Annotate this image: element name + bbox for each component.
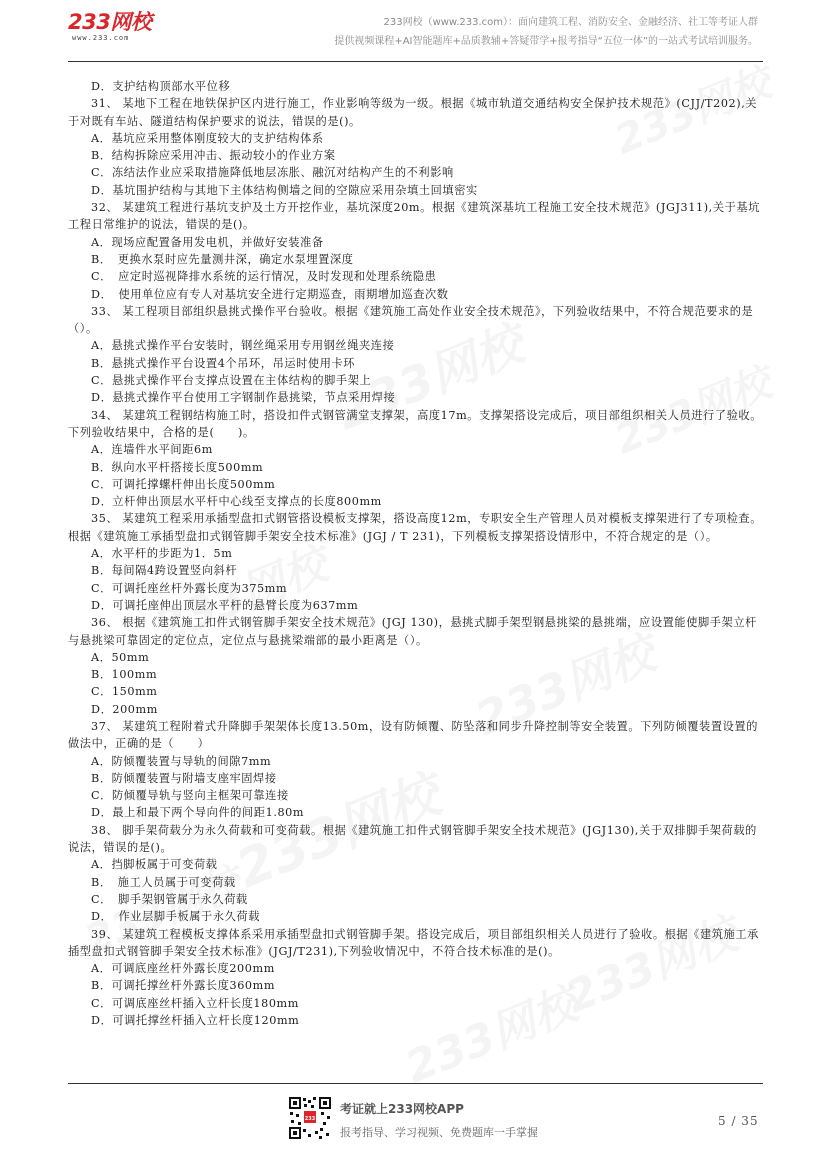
answer-option: C．可调底座丝杆插入立杆长度180mm: [91, 996, 299, 1010]
logo-text: 233网校: [68, 10, 152, 34]
answer-option: B．100mm: [91, 668, 158, 682]
answer-option: C．防倾覆导轨与竖向主框架可靠连接: [91, 789, 289, 803]
question-stem: 34、 某建筑工程钢结构施工时，搭设扣件式钢管满堂支撑架，高度17m。支撑架搭设完成后，项目部组织相关人员进行了验收。下列验收结果中，合格的是( )。: [68, 408, 762, 439]
answer-option: B．悬挑式操作平台设置4个吊环，吊运时使用卡环: [91, 356, 356, 370]
answer-option: C．冻结法作业应采取措施降低地层冻胀、融沉对结构产生的不利影响: [91, 166, 454, 180]
question-stem: 32、 某建筑工程进行基坑支护及土方开挖作业，基坑深度20m。根据《建筑深基坑工程施工安全技术规范》(JGJ311),关于基坑工程日常维护的说法，错误的是()。: [68, 201, 760, 232]
qr-code-icon[interactable]: [288, 1096, 332, 1140]
answer-option: C．150mm: [91, 685, 158, 699]
answer-option: B．结构拆除应采用冲击、振动较小的作业方案: [91, 149, 336, 163]
answer-option: D．200mm: [91, 702, 158, 716]
question-stem: 38、 脚手架荷载分为永久荷载和可变荷载。根据《建筑施工扣件式钢管脚手架安全技术规范》(JGJ130),关于双排脚手架荷载的说法，错误的是()。: [68, 823, 757, 855]
question-stem: 35、 某建筑工程采用承插型盘扣式钢管搭设模板支撑架，搭设高度12m，专职安全生产管理人员对模板支撑架进行了专项检查。根据《建筑施工承插型盘扣式钢管脚手架安全技术标准》(JGJ / T 231)，下列模板支撑架搭设情形中，不符合规定的是（）。: [68, 512, 762, 543]
logo[interactable]: [68, 10, 168, 50]
question-stem: 36、 根据《建筑施工扣件式钢管脚手架安全技术规范》(JGJ 130)，悬挑式脚手架型钢悬挑梁的悬挑端，应设置能使脚手架立杆与悬挑梁可靠固定的定位点，定位点与悬挑梁端部的最小距离是（）。: [68, 616, 757, 647]
header-divider: [68, 61, 763, 62]
answer-option: D． 作业层脚手板属于永久荷载: [91, 910, 260, 924]
answer-option: B．纵向水平杆搭接长度500mm: [91, 460, 264, 474]
header-line-1: 233网校（www.233.com）：面向建筑工程、消防安全、金融经济、社工等考证人群: [383, 17, 758, 28]
answer-option: D．基坑围护结构与其地下主体结构侧墙之间的空隙应采用杂填土回填密实: [91, 183, 478, 197]
answer-option: A．50mm: [91, 650, 150, 664]
answer-option: B． 施工人员属于可变荷载: [91, 875, 236, 889]
page-header: [0, 0, 830, 62]
question-stem: 33、 某工程项目部组织悬挑式操作平台验收。根据《建筑施工高处作业安全技术规范》，下列验收结果中，不符合规范要求的是（）。: [68, 304, 754, 336]
footer-title: 考证就上233网校APP: [340, 1102, 464, 1116]
answer-option: A．水平杆的步距为1．5m: [91, 547, 233, 561]
logo-url: www.233.com: [72, 34, 130, 42]
answer-option: D．最上和最下两个导向件的间距1.80m: [91, 806, 305, 820]
answer-option: C．可调托撑螺杆伸出长度500mm: [91, 477, 276, 491]
page-number: 5 / 35: [718, 1114, 759, 1128]
answer-option: D．可调托座伸出顶层水平杆的悬臂长度为637mm: [91, 598, 359, 612]
answer-option: B．可调托撑丝杆外露长度360mm: [91, 979, 276, 993]
footer-subtitle: 报考指导、学习视频、免费题库一手掌握: [340, 1126, 538, 1139]
answer-option: A．现场应配置备用发电机，并做好安装准备: [91, 235, 324, 249]
answer-option: A．基坑应采用整体刚度较大的支护结构体系: [91, 131, 324, 145]
answer-option: A．悬挑式操作平台安装时，钢丝绳采用专用钢丝绳夹连接: [91, 339, 395, 353]
header-line-2: 提供视频课程+AI智能题库+品质教辅+答疑带学+报考指导“五位一体”的一站式考试培训服务。: [334, 36, 758, 47]
question-stem: 39、 某建筑工程模板支撑体系采用承插型盘扣式钢管脚手架。搭设完成后，项目部组织相关人员进行了验收。根据《建筑施工承插型盘扣式钢管脚手架安全技术标准》(JGJ/T231),下列验收情况中，不符合技术标准的是()。: [68, 927, 759, 958]
answer-option: A．挡脚板属于可变荷载: [91, 858, 218, 872]
answer-option: D．可调托撑丝杆插入立杆长度120mm: [91, 1014, 300, 1028]
answer-option: A．防倾覆装置与导轨的间隙7mm: [91, 754, 272, 768]
answer-option: C．可调托座丝杆外露长度为375mm: [91, 581, 288, 595]
answer-option: A．可调底座丝杆外露长度200mm: [91, 962, 275, 976]
footer-divider: [68, 1083, 763, 1084]
question-stem: 37、 某建筑工程附着式升降脚手架架体长度13.50m，设有防倾覆、防坠落和同步升降控制等安全装置。下列防倾覆装置设置的做法中，正确的是（ ）: [68, 719, 758, 751]
answer-option: D．支护结构顶部水平位移: [91, 80, 231, 93]
answer-option: D．悬挑式操作平台使用工字钢制作悬挑梁，节点采用焊接: [91, 391, 396, 405]
answer-option: D． 使用单位应有专人对基坑安全进行定期巡查，雨期增加巡查次数: [91, 287, 449, 301]
answer-option: D．立杆伸出顶层水平杆中心线至支撑点的长度800mm: [91, 495, 382, 509]
question-stem: 31、 某地下工程在地铁保护区内进行施工，作业影响等级为一级。根据《城市轨道交通结构安全保护技术规范》(CJJ/T202),关于对既有车站、隧道结构保护要求的说法，错误的是()。: [68, 97, 758, 128]
answer-option: B． 更换水泵时应先量测井深，确定水泵埋置深度: [91, 252, 354, 266]
answer-option: B．每间隔4跨设置竖向斜杆: [91, 564, 238, 578]
question-content: [68, 78, 763, 1029]
answer-option: C．悬挑式操作平台支撑点设置在主体结构的脚手架上: [91, 374, 372, 388]
answer-option: A．连墙件水平间距6m: [91, 443, 213, 457]
header-description: [334, 13, 758, 51]
answer-option: C． 应定时巡视降排水系统的运行情况，及时发现和处理系统隐患: [91, 270, 437, 284]
answer-option: C． 脚手架钢管属于永久荷载: [91, 892, 248, 906]
answer-option: B．防倾覆装置与附墙支座牢固焊接: [91, 771, 277, 785]
qr-badge: 233: [304, 1116, 316, 1122]
